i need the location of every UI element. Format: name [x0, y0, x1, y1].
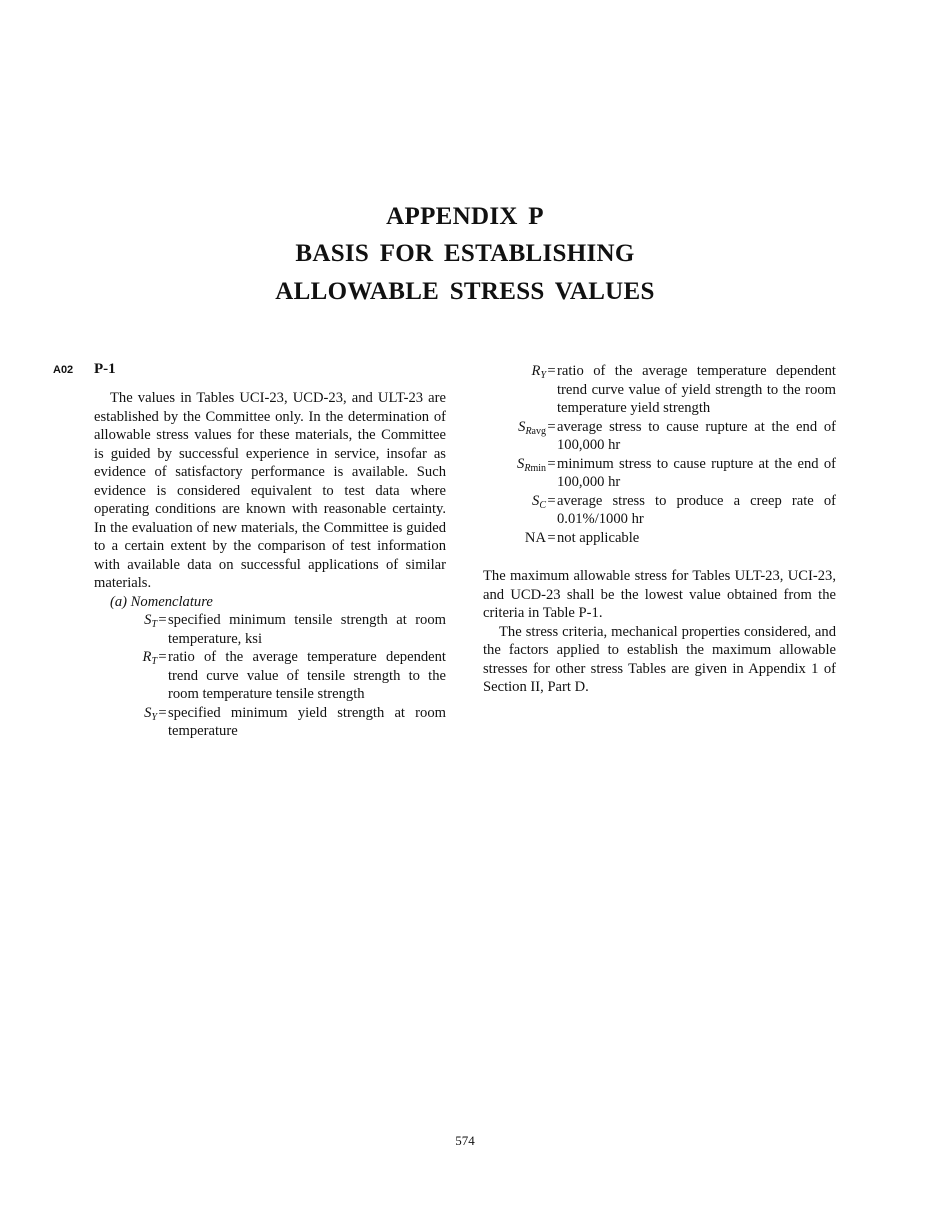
left-column	[94, 389, 446, 741]
definition-item	[483, 362, 836, 418]
definition-symbol: $S_{Ravg}$	[518, 418, 546, 437]
stress-tables-paragraph: The stress criteria, mechanical properties considered, and the factors applied to establish the maximum allowable stresses for other stress Tables are given in Appendix 1 of Section II, Part D.	[483, 623, 836, 695]
definition-symbol: $R_Y$	[531, 363, 546, 381]
definition-text: not applicable	[557, 529, 640, 546]
definition-item	[94, 648, 446, 704]
definition-item	[483, 492, 836, 529]
criteria-paragraph: The maximum allowable stress for Tables ULT-23, UCI-23, and UCD-23 shall be the lowest value obtained from the criteria in Table P-1.	[483, 568, 836, 621]
equals-sign: =	[547, 363, 556, 379]
intro-paragraph: The values in Tables UCI-23, UCD-23, and ULT-23 are established by the Committee only. In the determination of allowable stress values for these materials, the Committee is guided by successful experience in service, insofar as evidence of satisfactory performance is available. Such evidence is considered equivalent to test data where operating conditions are known with reasonable certainty. In the evaluation of new materials, the Committee is guided to a certain extent by the comparison of test information with available data on successful applications of similar materials.	[94, 390, 446, 591]
appendix-title: APPENDIX P	[386, 203, 544, 230]
right-column	[483, 362, 836, 697]
definition-symbol: $S_{Rmin}$	[517, 455, 546, 474]
definition-symbol: $S_C$	[532, 492, 546, 511]
equals-sign: =	[547, 529, 556, 546]
definition-text: average stress to cause rupture at the end of 100,000 hr	[557, 418, 836, 453]
equals-sign: =	[547, 455, 556, 472]
definition-text: specified minimum tensile strength at room temperature, ksi	[168, 612, 446, 647]
definition-item	[94, 704, 446, 741]
definition-text: specified minimum yield strength at room temperature	[168, 704, 446, 739]
appendix-subtitle-line-2: ALLOWABLE STRESS VALUES	[275, 278, 655, 305]
definition-text: average stress to produce a creep rate of 0.01%/1000 hr	[557, 492, 836, 527]
definition-symbol: $R_T$	[142, 649, 157, 667]
revision-marker: A02	[53, 364, 74, 376]
definition-item	[94, 611, 446, 648]
definition-symbol: NA	[524, 529, 546, 546]
appendix-subtitle-line-1: BASIS FOR ESTABLISHING	[295, 240, 635, 267]
definition-symbol: $S_T$	[144, 612, 157, 630]
page-number: 574	[455, 1133, 475, 1148]
definition-item	[483, 418, 836, 455]
definition-item	[483, 455, 836, 492]
definition-text: minimum stress to cause rupture at the end of 100,000 hr	[557, 455, 836, 490]
definition-item	[483, 529, 836, 548]
definition-text: ratio of the average temperature dependent trend curve value of yield strength to the room temperature yield strength	[557, 363, 836, 416]
equals-sign: =	[547, 418, 556, 435]
equals-sign: =	[158, 704, 167, 721]
definition-symbol: $S_Y$	[144, 704, 157, 723]
nomenclature-heading: (a) Nomenclature	[110, 593, 213, 610]
equals-sign: =	[158, 612, 167, 628]
definition-text: ratio of the average temperature dependent trend curve value of tensile strength to the room temperature tensile strength	[168, 649, 446, 702]
equals-sign: =	[158, 649, 167, 665]
equals-sign: =	[547, 492, 556, 509]
section-heading: P-1	[94, 361, 116, 377]
